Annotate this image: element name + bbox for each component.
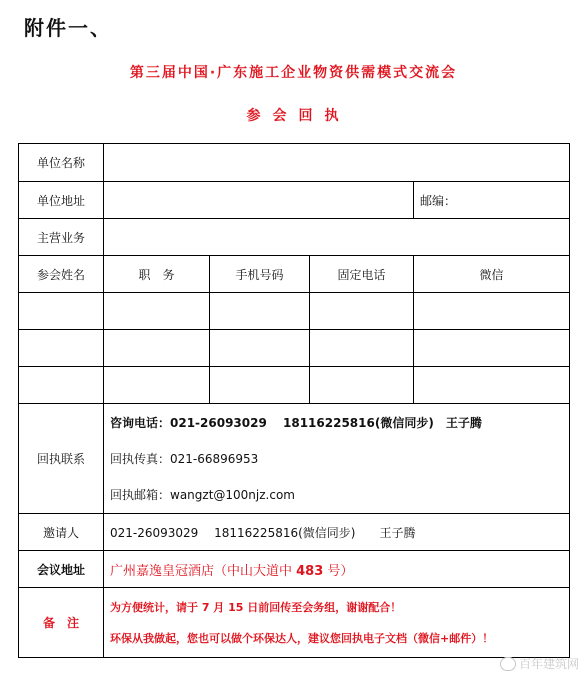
- watermark-text: 百年建筑网: [518, 657, 579, 671]
- main-business-label: 主营业务: [19, 219, 104, 256]
- attendee-position-cell[interactable]: [104, 367, 210, 404]
- postcode-field[interactable]: [414, 182, 570, 219]
- contact-row: [19, 404, 570, 514]
- attendee-position-cell[interactable]: [104, 330, 210, 367]
- wechat-header: 微信: [414, 256, 570, 293]
- remarks-line2: 环保从我做起，您也可以做个环保达人，建议您回执电子文档（微信+邮件）！: [110, 632, 494, 645]
- inviter-row: [19, 514, 570, 551]
- consult-phone: 咨询电话：021-26093029 18116225816(微信同步) 王子腾: [110, 416, 482, 430]
- attendee-landline-cell[interactable]: [310, 367, 414, 404]
- attendee-landline-cell[interactable]: [310, 330, 414, 367]
- landline-header: 固定电话: [310, 256, 414, 293]
- venue-number: 483: [296, 563, 324, 579]
- venue-prefix: 广州嘉逸皇冠酒店（中山大道中: [110, 563, 297, 579]
- venue-value: [104, 551, 570, 588]
- attendee-wechat-cell[interactable]: [414, 367, 570, 404]
- unit-address-field[interactable]: [104, 182, 414, 219]
- main-business-row: [19, 219, 570, 256]
- attendee-name-cell[interactable]: [19, 293, 104, 330]
- unit-address-label: 单位地址: [19, 182, 104, 219]
- attendee-wechat-cell[interactable]: [414, 293, 570, 330]
- remarks-line1: 为方便统计，请于 7 月 15 日前回传至会务组，谢谢配合！: [110, 601, 402, 614]
- attendee-name-cell[interactable]: [19, 330, 104, 367]
- unit-name-field[interactable]: [104, 144, 570, 182]
- postcode-label: 邮编：: [420, 193, 457, 208]
- position-header: 职 务: [104, 256, 210, 293]
- venue-row: [19, 551, 570, 588]
- mobile-header: 手机号码: [210, 256, 310, 293]
- contact-label: 回执联系: [19, 404, 104, 514]
- event-title: 第三届中国·广东施工企业物资供需模式交流会: [129, 65, 458, 81]
- attendee-landline-cell[interactable]: [310, 293, 414, 330]
- attendee-mobile-cell[interactable]: [210, 367, 310, 404]
- wechat-icon: [500, 657, 516, 671]
- watermark: [500, 655, 579, 672]
- attendee-wechat-cell[interactable]: [414, 330, 570, 367]
- attendee-name-label: 参会姓名: [19, 256, 104, 293]
- inviter-value: 021-26093029 18116225816(微信同步) 王子腾: [104, 514, 570, 551]
- attendee-row: [19, 293, 570, 330]
- main-business-field[interactable]: [104, 219, 570, 256]
- attendee-position-cell[interactable]: [104, 293, 210, 330]
- inviter-label: 邀请人: [19, 514, 104, 551]
- remarks-row: [19, 588, 570, 658]
- attendee-mobile-cell[interactable]: [210, 293, 310, 330]
- venue-suffix: 号）: [323, 563, 354, 579]
- attendee-row: [19, 367, 570, 404]
- registration-form: [18, 143, 570, 658]
- unit-name-label: 单位名称: [19, 144, 104, 182]
- remarks-label: 备 注: [19, 588, 104, 658]
- reply-email: 回执邮箱：wangzt@100njz.com: [110, 488, 295, 502]
- remarks-content: [104, 588, 570, 658]
- contact-info: [104, 404, 570, 514]
- form-title: 参会回执: [246, 108, 351, 124]
- attendee-mobile-cell[interactable]: [210, 330, 310, 367]
- unit-name-row: [19, 144, 570, 182]
- venue-label: 会议地址: [19, 551, 104, 588]
- reply-fax: 回执传真：021-66896953: [110, 452, 259, 466]
- attendee-header-row: [19, 256, 570, 293]
- attachment-label: 附件一、: [24, 16, 112, 40]
- unit-address-row: [19, 182, 570, 219]
- attendee-name-cell[interactable]: [19, 367, 104, 404]
- attendee-row: [19, 330, 570, 367]
